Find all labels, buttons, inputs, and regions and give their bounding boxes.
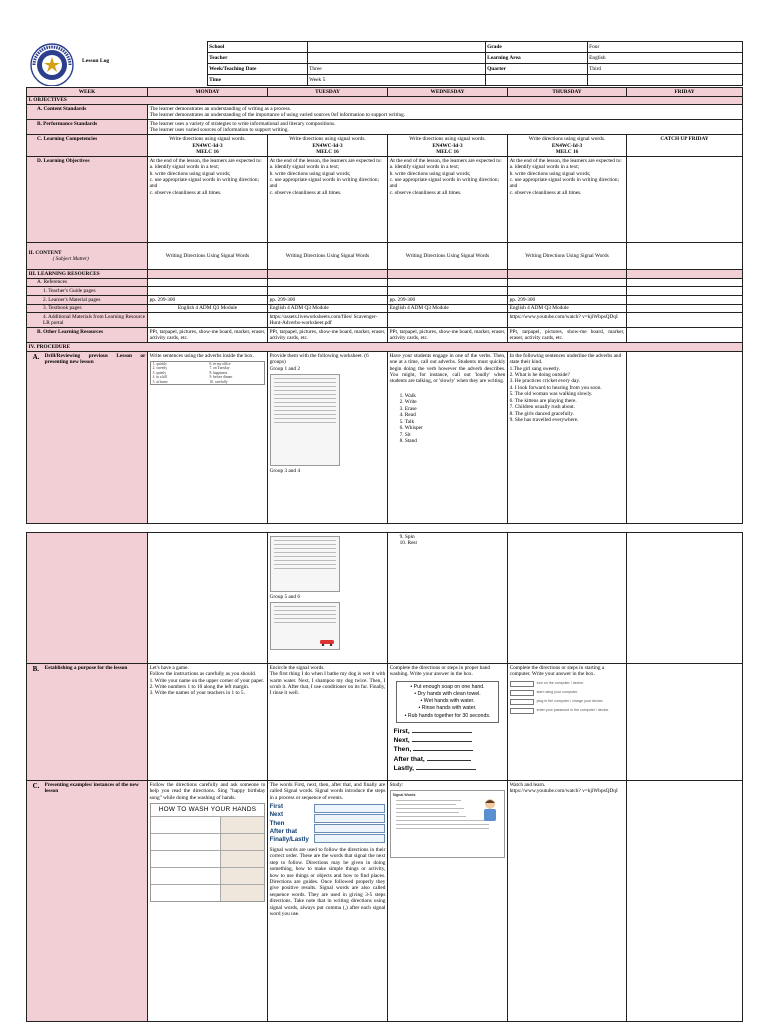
teacher-label: Teacher — [207, 53, 307, 64]
resources-title: III. LEARNING RESOURCES — [27, 270, 148, 279]
catch-up-friday: CATCH UP FRIDAY — [627, 135, 743, 157]
textbook-tuesday: English 4 ADM Q3 Module — [268, 304, 388, 313]
other-resources-label: B. Other Learning Resources — [27, 328, 148, 343]
quarter-value: Third — [587, 64, 742, 75]
textbook-monday: English 4 ADM Q3 Module — [148, 304, 268, 313]
computer-steps: turn on the computer / device. start using your computer. plug in the computer / charge your device. enter your password in the computer / device. — [510, 681, 625, 714]
objectives-tuesday: At the end of the lesson, the learners are expected to: a. identify signal words in a text; b. write directions using signal words; c. use appropriate signal words in writing direction; and c. observe cleanliness at all times. — [268, 157, 388, 243]
wednesday-header: WEDNESDAY — [388, 88, 508, 97]
examples-monday: Follow the directions carefully and ask someone to help you read the directions. Sing "happy birthday song" while doing the washing of hands. HOW TO WASH YOUR HANDS — [148, 781, 268, 1022]
verbs-list: 1. Walk 2. Write 3. Erase 4. Read 5. Talk 6. Whisper 7. Sit 8. Stand — [399, 392, 423, 445]
lm-pages-thursday: pp. 299-300 — [508, 295, 627, 304]
drill-label: Drill/Reviewing previous Lesson or presenting new lesson — [44, 352, 146, 366]
school-value — [307, 42, 485, 53]
drill-wednesday-continued: 9. Spin 10. Rest — [388, 533, 508, 664]
signal-words-graphic: First Next Then After that Finally/Lastly — [270, 803, 386, 845]
drill-tuesday-continued: Group 5 and 6 — [268, 533, 388, 664]
deped-seal-logo — [30, 43, 74, 86]
teachers-guide-label: 1. Teacher's Guide pages — [27, 287, 148, 296]
time-label: Time — [207, 75, 307, 86]
examples-thursday: Watch and learn. https://www.youtube.com/watch? v=kjiWbpsQDqI — [508, 781, 627, 1022]
teacher-value — [307, 53, 485, 64]
car-icon — [319, 638, 335, 646]
topic-monday: Writing Directions Using Signal Words — [148, 243, 268, 270]
content-standards-label: A. Content Standards — [27, 105, 148, 120]
grade-label: Grade — [485, 42, 587, 53]
topic-tuesday: Writing Directions Using Signal Words — [268, 243, 388, 270]
other-resources-tuesday: PPt, tarpapel, pictures, show-me board, marker, eraser, activity cards, etc. — [268, 328, 388, 343]
drill-wednesday: Have your students engage in one of the verbs. Then, one at a time, call out adverbs. Students must quickly begin doing the verb however the adverb describes. You might, for instance, call out 'loudly' when students are talking, or 'slowly' when they are writing. 1. Walk 2. Write 3. Erase 4. Read 5. Talk 6. Whisper 7. Sit 8. Stand — [388, 352, 508, 524]
worksheet-image-group-5-6 — [270, 602, 340, 650]
topic-wednesday: Writing Directions Using Signal Words — [388, 243, 508, 270]
purpose-wednesday: Complete the directions or steps in proper hand washing. Write your answer in the box. • Put enough soap on one hand. • Dry hands with clean towel. • Wet hands with water. • Rinse hands with water. • Rub hands together for 30 seconds. First, Next, Then, After that, Lastly, — [388, 664, 508, 781]
lesson-log-page-1 — [26, 41, 742, 524]
drill-label-cell: A. Drill/Reviewing previous Lesson or presenting new lesson — [27, 352, 148, 524]
performance-standards-text: The learner uses a variety of strategies to write informational and literary compositions. The learner uses varied sources of information to support writing. — [148, 120, 743, 135]
handwash-chart: HOW TO WASH YOUR HANDS — [150, 803, 266, 902]
examples-label-cell: C. Presenting examples/ instances of the new lesson — [27, 781, 148, 1022]
learning-area-value: English — [587, 53, 742, 64]
examples-label: Presenting examples/ instances of the new lesson — [44, 781, 139, 795]
lesson-log-label: Lesson Log — [82, 57, 110, 64]
examples-tuesday: The words First, next, then, after that, and finally are called Signal words. Signal words introduce the steps in a process or sequence of events. First Next Then After that Finally/Lastly Signal words are used to follow the directions in their correct order. These are the words that signal the next step to follow. Directions may be given in doing something, how to make simple things or activity, how to use things or objects and how to find places. Directions are guides. Once followed properly they give positive results. Signal words are also called sequence words. They are used in giving 3-5 steps directions. Take note that in writing directions using signal words, always put comma (,) after each signal word you use. — [268, 781, 388, 1022]
lm-pages-wednesday: pp. 299-300 — [388, 295, 508, 304]
additional-materials-label: 4. Additional Materials from Learning Resource LR portal — [27, 313, 148, 328]
procedure-title: IV. PROCEDURE — [27, 343, 743, 352]
objectives-monday: At the end of the lesson, the learners are expected to: a. identify signal words in a text; b. write directions using signal words; c. use appropriate signal words in writing direction; and c. observe cleanliness at all times. — [148, 157, 268, 243]
other-resources-wednesday: PPt, tarpapel, pictures, show-me board, marker, eraser, activity cards, etc. — [388, 328, 508, 343]
learning-competencies-label: C. Learning Competencies — [27, 135, 148, 157]
competency-thursday: Write directions using signal words. EN4WC-Id-3 MELC 16 — [508, 135, 627, 157]
adverbs-box: 1. quickly 6. in my office 2. sweetly 7. on Tuesday 3. quietly 8. happiness 4. in a hill 9. before dinner 5. at home 10. carefully — [150, 361, 266, 385]
worksheet-link-tuesday[interactable]: https://assets.liveworksheets.com/files/ Scavenger-Hunt-Adverbs-worksheet.pdf — [268, 313, 388, 328]
handwashing-steps-box: • Put enough soap on one hand. • Dry hands with clean towel. • Wet hands with water. • Rinse hands with water. • Rub hands together for 30 seconds. — [396, 681, 500, 723]
purpose-monday: Let's have a game. Follow the instructions as carefully as you should. 1. Write your name on the upper corner of your paper. 2. Write numbers 1 to 10 along the left margin. 3. Write the names of your teachers in 1 to 5. — [148, 664, 268, 781]
competency-tuesday: Write directions using signal words. EN4WC-Id-3 MELC 16 — [268, 135, 388, 157]
textbook-label: 3. Textbook pages — [27, 304, 148, 313]
friday-header: FRIDAY — [627, 88, 743, 97]
other-resources-monday: PPt, tarpapel, pictures, show-me board, marker, eraser, activity cards, etc. — [148, 328, 268, 343]
drill-tuesday: Provide them with the following worksheet. (6 groups) Group 1 and 2 Group 3 and 4 — [268, 352, 388, 524]
objectives-wednesday: At the end of the lesson, the learners are expected to: a. identify signal words in a text; b. write directions using signal words; c. use appropriate signal words in writing direction; and c. observe cleanliness at all times. — [388, 157, 508, 243]
content-label: II. CONTENT ( Subject Matter) — [27, 243, 148, 270]
grade-value: Four — [587, 42, 742, 53]
youtube-link-thursday[interactable]: https://www.youtube.com/watch? v=kjiWbpsQDqI — [508, 313, 627, 328]
competency-monday: Write directions using signal words. EN4WC-Id-3 MELC 16 — [148, 135, 268, 157]
tuesday-header: TUESDAY — [268, 88, 388, 97]
performance-standards-label: B. Performance Standards — [27, 120, 148, 135]
lesson-log-page-2 — [26, 532, 742, 1022]
week-header: WEEK — [27, 88, 148, 97]
time-value: Week 5 — [307, 75, 485, 86]
logo-cell — [26, 42, 207, 86]
school-label: School — [207, 42, 307, 53]
main-plan-table — [26, 87, 743, 524]
lm-pages-monday: pp. 299-300 — [148, 295, 268, 304]
textbook-thursday: English 4 ADM Q3 Module — [508, 304, 627, 313]
purpose-label-cell: B. Establishing a purpose for the lesson — [27, 664, 148, 781]
references-label: A. References — [27, 278, 148, 287]
student-illustration — [479, 797, 501, 825]
signal-word-blanks: First, Next, Then, After that, Lastly, — [394, 727, 506, 773]
drill-thursday: In the following sentences underline the adverbs and state their kind. 1.The girl sang sweetly. 2. What is he doing outside? 3. He practices cricket every day. 4. I look forward to hearing from you soon. 5. The old woman was walking slowly. 6. The kittens are playing there. 7. Children usually rush about. 8. The girls danced gracefully. 9. She has travelled everywhere. — [508, 352, 627, 524]
week-date-label: Week/Teaching Date — [207, 64, 307, 75]
worksheet-image-group-3-4 — [270, 536, 340, 592]
topic-thursday: Writing Directions Using Signal Words — [508, 243, 627, 270]
day-header-row — [27, 88, 743, 97]
other-resources-thursday: PPt, tarpapel, pictures, show-me board, marker, eraser, activity cards, etc. — [508, 328, 627, 343]
signal-words-study-card: Signal Words — [390, 790, 506, 858]
week-date-value: Three — [307, 64, 485, 75]
procedure-continued-table — [26, 532, 743, 1022]
examples-wednesday: Study: Signal Words — [388, 781, 508, 1022]
quarter-label: Quarter — [485, 64, 587, 75]
objectives-thursday: At the end of the lesson, the learners are expected to: a. identify signal words in a text; b. write directions using signal words; c. use appropriate signal words in writing direction; and c. observe cleanliness at all times. — [508, 157, 627, 243]
youtube-link-examples[interactable]: https://www.youtube.com/watch? v=kjiWbpsQDqI — [509, 788, 618, 795]
lm-pages-tuesday: pp. 299-300 — [268, 295, 388, 304]
learning-area-label: Learning Area — [485, 53, 587, 64]
purpose-tuesday: Encircle the signal words. The first thing I do when I bathe my dog is wet it with warm water. Next, I shampoo my dog twice. Then, I scrub it. After that, I use conditioner on its fur. Finally, I rinse it well. — [268, 664, 388, 781]
worksheet-image-group-1-2 — [270, 374, 340, 466]
purpose-thursday: Complete the directions or steps in starting a computer. Write your answer in the box. turn on the computer / device. start using your computer. plug in the computer / charge your device. enter your password in the computer / device. — [508, 664, 627, 781]
textbook-wednesday: English 4 ADM Q3 Module — [388, 304, 508, 313]
drill-monday: Write sentences using the adverbs inside the box. 1. quickly 6. in my office 2. sweetly 7. on Tuesday 3. quietly 8. happiness 4. in a hill 9. before dinner 5. at home 10. carefully — [148, 352, 268, 524]
thursday-header: THURSDAY — [508, 88, 627, 97]
content-standards-text: The learner demonstrates an understanding of writing as a process. The learner demonstrates an understanding of the importance of using varied sources 0of information to support writing. — [148, 105, 743, 120]
monday-header: MONDAY — [148, 88, 268, 97]
learning-objectives-label: D. Learning Objectives — [27, 157, 148, 243]
competency-wednesday: Write directions using signal words. EN4WC-Id-3 MELC 16 — [388, 135, 508, 157]
purpose-label: Establishing a purpose for the lesson — [44, 664, 128, 671]
objectives-title: I. OBJECTIVES — [27, 96, 743, 105]
learners-material-label: 2. Learner's Material pages — [27, 295, 148, 304]
header-table — [26, 41, 743, 86]
